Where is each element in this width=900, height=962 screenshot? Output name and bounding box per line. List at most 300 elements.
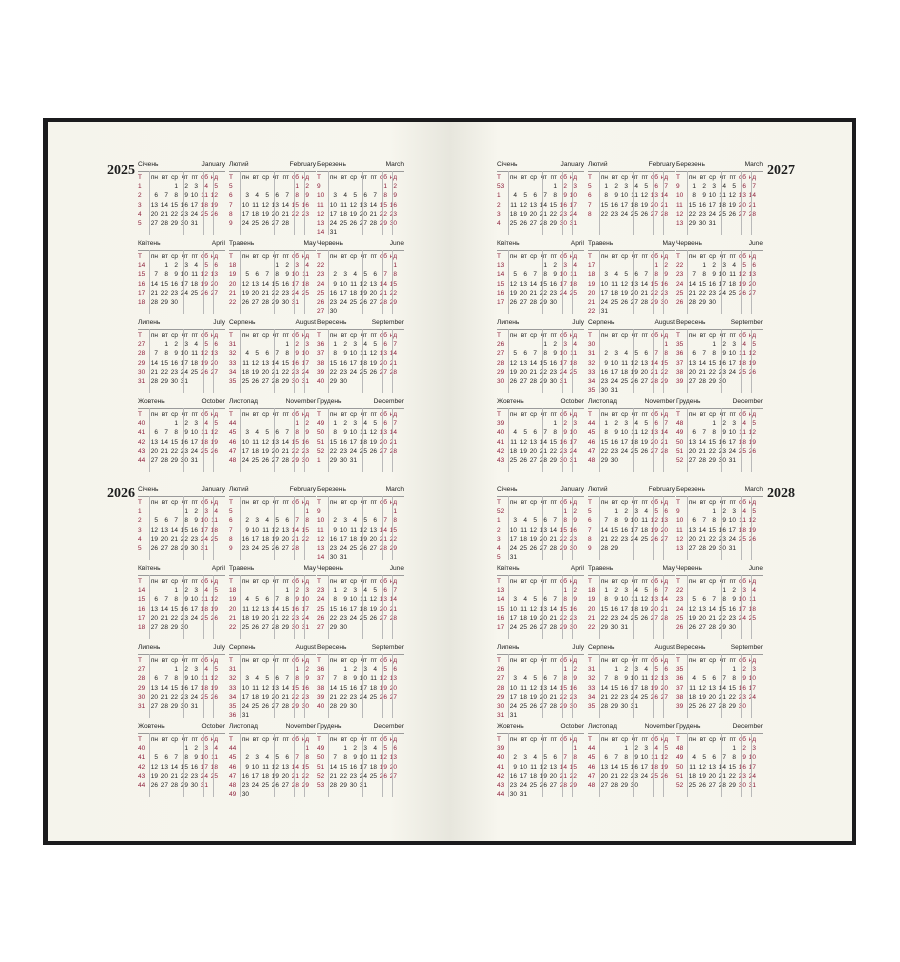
day: 1 (614, 508, 618, 516)
weekday-header: пн (241, 332, 249, 339)
week-number: 2 (497, 526, 501, 534)
weekday-header: пт (191, 174, 198, 181)
week-number: 28 (138, 675, 146, 683)
day: 6 (363, 192, 367, 200)
day: 7 (664, 183, 668, 191)
day: 12 (728, 192, 736, 200)
grid-line (599, 733, 600, 797)
week-number: 7 (588, 201, 592, 209)
day: 8 (604, 429, 608, 437)
day: 16 (281, 280, 289, 288)
day: 26 (640, 210, 648, 218)
weekday-header: вт (699, 578, 706, 585)
weekday-header: сб (380, 578, 387, 585)
grid-line (328, 575, 329, 639)
week-number: 17 (497, 623, 505, 631)
weekday-header: ср (709, 411, 716, 418)
day: 7 (553, 517, 557, 525)
day: 8 (174, 596, 178, 604)
week-number: 28 (497, 684, 505, 692)
grid-line (751, 654, 752, 718)
day: 26 (728, 210, 736, 218)
day: 20 (600, 772, 608, 780)
day: 25 (369, 772, 377, 780)
day: 3 (573, 183, 577, 191)
week-number: 48 (229, 456, 237, 464)
day: 13 (650, 596, 658, 604)
day: 4 (353, 271, 357, 279)
weekday-header: пт (550, 253, 557, 260)
day: 24 (728, 447, 736, 455)
day: 29 (339, 781, 347, 789)
weekday-header: сб (560, 578, 567, 585)
weekday-header: пт (191, 411, 198, 418)
weekday-header: ср (709, 174, 716, 181)
day: 27 (150, 456, 158, 464)
week-header: T (497, 253, 501, 260)
day: 9 (305, 192, 309, 200)
day: 28 (549, 702, 557, 710)
weekday-header: пн (241, 174, 249, 181)
weekday-header: пн (688, 332, 696, 339)
week-number: 10 (676, 517, 684, 525)
day: 1 (573, 745, 577, 753)
day: 29 (559, 702, 567, 710)
week-number: 31 (497, 712, 505, 720)
day: 31 (559, 377, 567, 385)
grid-line (362, 329, 363, 393)
day: 9 (343, 350, 347, 358)
day: 20 (660, 526, 668, 534)
day: 30 (170, 298, 178, 306)
day: 7 (664, 420, 668, 428)
week-number: 32 (229, 675, 237, 683)
day: 30 (549, 377, 557, 385)
day: 21 (660, 201, 668, 209)
day: 12 (698, 684, 706, 692)
day: 3 (363, 666, 367, 674)
day: 25 (718, 210, 726, 218)
day: 17 (640, 763, 648, 771)
week-number: 52 (676, 456, 684, 464)
day: 13 (369, 280, 377, 288)
day: 11 (520, 526, 527, 534)
week-number: 41 (138, 429, 146, 437)
month-name-en: October (201, 398, 225, 405)
day: 31 (569, 219, 577, 227)
day: 2 (343, 587, 347, 595)
day: 9 (184, 596, 188, 604)
day: 13 (529, 201, 537, 209)
weekday-header: пт (729, 253, 736, 260)
weekday-header: ср (621, 657, 628, 664)
week-number: 27 (138, 666, 146, 674)
day: 12 (369, 350, 377, 358)
grid-line (183, 171, 184, 235)
day: 9 (712, 271, 716, 279)
month-name-en: September (371, 644, 404, 651)
weekday-header: сб (380, 736, 387, 743)
weekday-header: пт (370, 578, 377, 585)
day: 4 (654, 745, 658, 753)
day: 11 (739, 429, 746, 437)
day: 23 (718, 535, 726, 543)
day: 22 (291, 693, 299, 701)
day: 25 (630, 447, 638, 455)
day: 21 (698, 447, 706, 455)
month-name-ua: Жовтень (497, 398, 524, 405)
day: 28 (389, 368, 397, 376)
day: 14 (708, 605, 716, 613)
day: 12 (529, 605, 537, 613)
grid-line (382, 654, 383, 718)
weekday-header: пт (282, 736, 289, 743)
day: 13 (539, 526, 547, 534)
weekday-header: нд (389, 499, 397, 506)
weekday-header: сб (380, 253, 387, 260)
day: 16 (241, 772, 249, 780)
day: 22 (389, 289, 397, 297)
grid-line (653, 408, 654, 472)
day: 19 (519, 447, 527, 455)
grid-line (542, 733, 543, 797)
day: 20 (359, 210, 367, 218)
weekday-header: пн (150, 657, 158, 664)
day: 13 (738, 192, 746, 200)
weekday-header: чт (360, 657, 367, 664)
day: 21 (529, 289, 537, 297)
weekday-header: вт (161, 657, 168, 664)
month-name-ua: Грудень (317, 723, 342, 730)
day: 13 (519, 280, 527, 288)
day: 9 (614, 596, 618, 604)
month-name-en: August (654, 644, 675, 651)
day: 29 (728, 702, 736, 710)
week-number: 52 (317, 772, 325, 780)
day: 18 (359, 438, 367, 446)
month-name-en: June (748, 240, 763, 247)
day: 10 (519, 763, 527, 771)
day: 21 (389, 438, 397, 446)
day: 6 (523, 350, 527, 358)
week-number: 45 (588, 429, 596, 437)
day: 20 (271, 693, 279, 701)
week-header: T (229, 174, 233, 181)
day: 16 (728, 605, 736, 613)
month-name-en: April (570, 565, 584, 572)
day: 6 (154, 675, 158, 683)
day: 20 (539, 535, 547, 543)
day: 4 (194, 341, 198, 349)
day: 9 (245, 763, 249, 771)
week-header: T (138, 332, 142, 339)
weekday-header: пн (509, 174, 517, 181)
day: 5 (533, 596, 537, 604)
week-number: 21 (588, 614, 596, 622)
month-name-ua: Червень (317, 565, 343, 572)
day: 24 (349, 447, 357, 455)
day: 14 (160, 201, 168, 209)
day: 28 (559, 781, 567, 789)
day: 17 (190, 201, 198, 209)
day: 25 (688, 781, 696, 789)
day: 24 (509, 702, 517, 710)
week-number: 41 (138, 754, 146, 762)
day: 8 (305, 754, 309, 762)
week-number: 18 (588, 271, 596, 279)
day: 1 (393, 508, 397, 516)
day: 29 (329, 377, 337, 385)
day: 27 (650, 447, 658, 455)
day: 26 (529, 623, 537, 631)
day: 14 (549, 526, 557, 534)
day: 15 (329, 605, 337, 613)
week-number: 36 (229, 712, 237, 720)
day: 16 (329, 289, 337, 297)
weekday-header: сб (201, 332, 208, 339)
weekday-header: чт (181, 411, 188, 418)
day: 9 (343, 596, 347, 604)
weekday-header: чт (631, 499, 638, 506)
week-number: 43 (497, 456, 505, 464)
day: 26 (379, 693, 387, 701)
day: 19 (359, 535, 367, 543)
day: 18 (519, 535, 527, 543)
month-name-ua: Вересень (317, 319, 347, 326)
month-name-ua: Грудень (676, 723, 701, 730)
day: 12 (210, 192, 218, 200)
month-october (138, 723, 225, 799)
day: 17 (728, 526, 736, 534)
day: 21 (160, 693, 168, 701)
day: 13 (389, 675, 397, 683)
day: 17 (620, 201, 628, 209)
weekday-header: пт (550, 736, 557, 743)
week-number: 31 (588, 350, 596, 358)
week-number: 53 (497, 183, 505, 191)
day: 8 (174, 192, 178, 200)
week-number: 48 (676, 745, 684, 753)
day: 20 (271, 210, 279, 218)
week-number: 39 (497, 420, 505, 428)
day: 17 (630, 526, 638, 534)
day: 1 (305, 745, 309, 753)
day: 22 (539, 368, 547, 376)
day: 8 (333, 350, 337, 358)
day: 4 (373, 745, 377, 753)
day: 31 (200, 781, 208, 789)
day: 19 (271, 772, 279, 780)
day: 22 (180, 772, 188, 780)
day: 7 (164, 596, 168, 604)
grid-line (633, 408, 634, 472)
week-header: T (229, 253, 233, 260)
day: 11 (749, 596, 756, 604)
day: 31 (301, 377, 309, 385)
day: 30 (339, 456, 347, 464)
weekday-header: вт (161, 332, 168, 339)
day: 17 (620, 438, 628, 446)
day: 16 (549, 280, 557, 288)
day: 23 (170, 289, 178, 297)
day: 14 (549, 605, 557, 613)
day: 23 (301, 210, 309, 218)
week-header: T (138, 174, 142, 181)
day: 9 (573, 596, 577, 604)
week-number: 3 (138, 201, 142, 209)
week-number: 29 (497, 693, 505, 701)
grid-line (183, 733, 184, 797)
day: 27 (688, 456, 696, 464)
month-february (229, 161, 316, 237)
week-number: 17 (588, 262, 596, 270)
day: 12 (640, 192, 648, 200)
grid-line (653, 250, 654, 314)
day: 30 (559, 456, 567, 464)
week-number: 3 (497, 210, 501, 218)
day: 27 (600, 781, 608, 789)
day: 1 (174, 666, 178, 674)
grid-line (240, 171, 241, 235)
week-number: 13 (676, 544, 684, 552)
day: 4 (194, 262, 198, 270)
day: 18 (509, 210, 517, 218)
day: 8 (164, 271, 168, 279)
weekday-header: пт (729, 578, 736, 585)
day: 28 (369, 219, 377, 227)
weekday-header: нд (748, 411, 756, 418)
grid-line (362, 496, 363, 560)
day: 7 (383, 271, 387, 279)
day: 26 (241, 298, 249, 306)
weekday-header: пт (550, 578, 557, 585)
day: 21 (281, 447, 289, 455)
day: 9 (563, 192, 567, 200)
day: 14 (281, 201, 289, 209)
week-header: T (588, 411, 592, 418)
day: 21 (600, 693, 608, 701)
day: 17 (569, 201, 577, 209)
day: 10 (620, 429, 628, 437)
week-number: 23 (317, 587, 325, 595)
day: 25 (509, 219, 517, 227)
day: 29 (271, 298, 279, 306)
month-name-ua: Жовтень (497, 723, 524, 730)
day: 26 (200, 368, 208, 376)
day: 20 (519, 289, 527, 297)
weekday-header: нд (301, 253, 309, 260)
day: 30 (301, 456, 309, 464)
weekday-header: сб (201, 411, 208, 418)
day: 7 (174, 517, 178, 525)
week-number: 6 (588, 517, 592, 525)
day: 23 (301, 447, 309, 455)
day: 28 (329, 781, 337, 789)
day: 18 (210, 763, 218, 771)
day: 11 (530, 763, 537, 771)
day: 29 (301, 781, 309, 789)
day: 20 (708, 772, 716, 780)
day: 22 (301, 535, 309, 543)
day: 6 (702, 596, 706, 604)
day: 2 (573, 587, 577, 595)
day: 6 (275, 192, 279, 200)
day: 27 (539, 702, 547, 710)
day: 3 (614, 350, 618, 358)
day: 12 (748, 429, 756, 437)
day: 5 (265, 192, 269, 200)
day: 24 (190, 210, 198, 218)
day: 31 (190, 702, 198, 710)
day: 3 (353, 341, 357, 349)
day: 25 (610, 298, 618, 306)
week-header: T (138, 499, 142, 506)
grid-line (562, 733, 563, 797)
week-number: 2 (497, 201, 501, 209)
day: 15 (329, 359, 337, 367)
weekday-header: ср (262, 736, 269, 743)
day: 19 (210, 438, 218, 446)
year-label: 2027 (767, 163, 795, 178)
day: 2 (333, 517, 337, 525)
day: 29 (539, 298, 547, 306)
week-number: 38 (676, 693, 684, 701)
day: 6 (533, 192, 537, 200)
day: 17 (200, 763, 208, 771)
day: 24 (251, 544, 259, 552)
day: 22 (688, 210, 696, 218)
weekday-header: нд (660, 411, 668, 418)
day: 20 (379, 359, 387, 367)
week-number: 27 (497, 350, 505, 358)
day: 27 (261, 623, 269, 631)
week-number: 4 (138, 210, 142, 218)
day: 5 (265, 429, 269, 437)
day: 25 (688, 702, 696, 710)
week-number: 27 (317, 623, 325, 631)
day: 4 (722, 183, 726, 191)
day: 25 (519, 702, 527, 710)
month-name-en: July (213, 319, 225, 326)
week-header: T (588, 578, 592, 585)
weekday-header: вт (699, 736, 706, 743)
month-name-en: October (201, 723, 225, 730)
day: 12 (509, 359, 517, 367)
day: 24 (509, 623, 517, 631)
day: 28 (718, 702, 726, 710)
day: 11 (729, 271, 736, 279)
day: 24 (241, 702, 249, 710)
week-header: T (229, 499, 233, 506)
grid-line (240, 408, 241, 472)
weekday-header: чт (540, 736, 547, 743)
day: 11 (520, 605, 527, 613)
grid-line (213, 496, 214, 560)
day: 5 (702, 754, 706, 762)
day: 7 (702, 350, 706, 358)
weekday-header: сб (651, 411, 658, 418)
week-number: 40 (138, 745, 146, 753)
grid-line (599, 408, 600, 472)
week-number: 46 (588, 763, 596, 771)
day: 25 (190, 289, 198, 297)
week-header: T (317, 578, 321, 585)
week-number: 23 (317, 271, 325, 279)
day: 18 (359, 359, 367, 367)
day: 17 (339, 535, 347, 543)
day: 31 (728, 456, 736, 464)
day: 6 (164, 517, 168, 525)
